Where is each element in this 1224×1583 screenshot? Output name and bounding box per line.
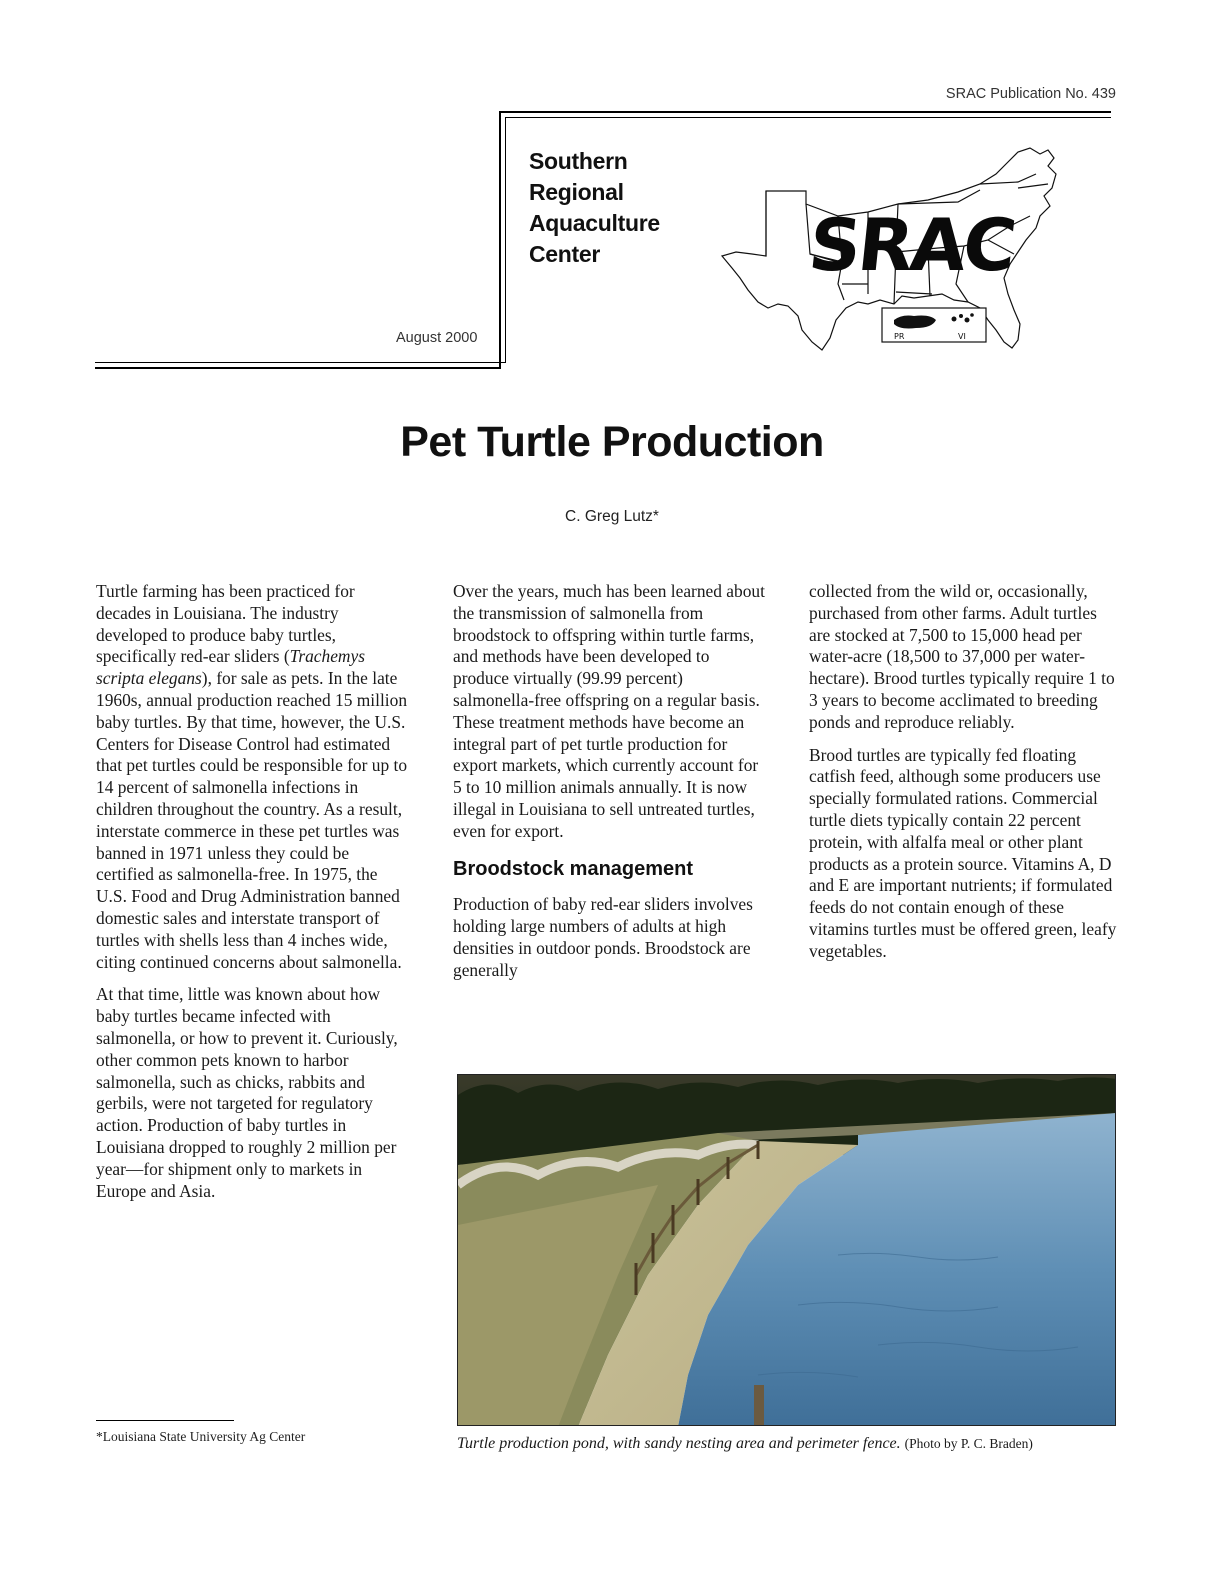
center-name xyxy=(529,146,660,270)
footnote-rule xyxy=(96,1420,234,1421)
column-2 xyxy=(453,581,765,993)
center-name-line: Center xyxy=(529,241,601,267)
text-run: ), for sale as pets. In the late 1960s, annual production reached 15 million baby turtles. By that time, however, the U.S. Centers for Disease Control had estimated that pet turtles could be responsible for up to 14 percent of salmonella infections in children throughout the country. As a result, interstate commerce in these pet turtles was banned in 1971 unless they could be certified as salmonella-free. In 1975, the U.S. Food and Drug Administration banned domestic sales and interstate transport of turtles with shells less than 4 inches wide, citing continued concerns about salmonella. xyxy=(96,668,408,972)
publication-number: SRAC Publication No. 439 xyxy=(945,86,1116,102)
publication-date: August 2000 xyxy=(396,330,478,346)
header-rule-bottom-outer xyxy=(95,367,501,369)
paragraph: Over the years, much has been learned about the transmission of salmonella from broodstock to offspring within turtle farms, and methods have been developed to produce virtually (99.99 percent) salmonella-free offspring on a regular basis. These treatment methods have become an integral part of pet turtle production for export markets, which currently account for 5 to 10 million animals annually. It is now illegal in Louisiana to sell untreated turtles, even for export. xyxy=(453,581,765,841)
photo-caption xyxy=(457,1433,1119,1454)
column-1 xyxy=(96,581,408,1213)
section-heading: Broodstock management xyxy=(453,857,694,880)
paragraph: collected from the wild or, occasionally, purchased from other farms. Adult turtles are stocked at 7,500 to 15,000 head per water-acre (18,500 to 37,000 per water-hectare). Brood turtles typically require 1 to 3 years to become acclimated to breeding ponds and reproduce reliably. xyxy=(809,581,1115,732)
paragraph: Brood turtles are typically fed floating catfish feed, although some producers use specially formulated rations. Commercial turtle diets typically contain 22 percent protein, with alfalfa meal or other plant products as a protein source. Vitamins A, D and E are important nutrients; if formulated feeds do not contain enough of these vitamins turtles must be offered green, leafy vegetables. xyxy=(809,744,1117,961)
srac-logo-text: SRAC xyxy=(804,204,1018,288)
center-name-line: Aquaculture xyxy=(529,210,660,236)
caption-text: Turtle production pond, with sandy nesting area and perimeter fence. xyxy=(457,1435,901,1452)
inset-label-pr: PR xyxy=(894,332,905,341)
paragraph xyxy=(96,581,408,973)
column-3 xyxy=(809,581,1121,974)
center-name-line: Southern xyxy=(529,148,628,174)
footnote: *Louisiana State University Ag Center xyxy=(96,1429,306,1444)
pond-photo xyxy=(457,1074,1116,1426)
species-name: Trachemys scripta elegans xyxy=(96,646,365,689)
text-run: Turtle farming has been practiced for decades in Louisiana. The industry developed to produce baby turtles, specifically red-ear sliders ( xyxy=(96,581,355,667)
header-rule-top-inner xyxy=(505,117,1111,118)
header-rule-vertical-inner xyxy=(505,117,506,363)
inset-label-vi: VI xyxy=(958,332,966,341)
paragraph: At that time, little was known about how baby turtles became infected with salmonella, or how to prevent it. Curiously, other common pets known to harbor salmonella, such as chicks, rabbits and gerbils, were not targeted for regulatory action. Production of baby turtles in Louisiana dropped to roughly 2 million per year—for shipment only to markets in Europe and Asia. xyxy=(96,984,398,1201)
header-rule-bottom-inner xyxy=(95,362,506,363)
pond-photo-illustration xyxy=(458,1075,1116,1426)
photo-credit: (Photo by P. C. Braden) xyxy=(904,1436,1033,1451)
srac-logo xyxy=(718,144,1068,356)
author: C. Greg Lutz* xyxy=(565,508,659,525)
header-rule-vertical-outer xyxy=(499,111,501,369)
paragraph: Production of baby red-ear sliders involves holding large numbers of adults at high densities in outdoor ponds. Broodstock are generally xyxy=(453,894,753,980)
center-name-line: Regional xyxy=(529,179,624,205)
page-title: Pet Turtle Production xyxy=(400,418,824,466)
header-rule-top-outer xyxy=(499,111,1111,113)
